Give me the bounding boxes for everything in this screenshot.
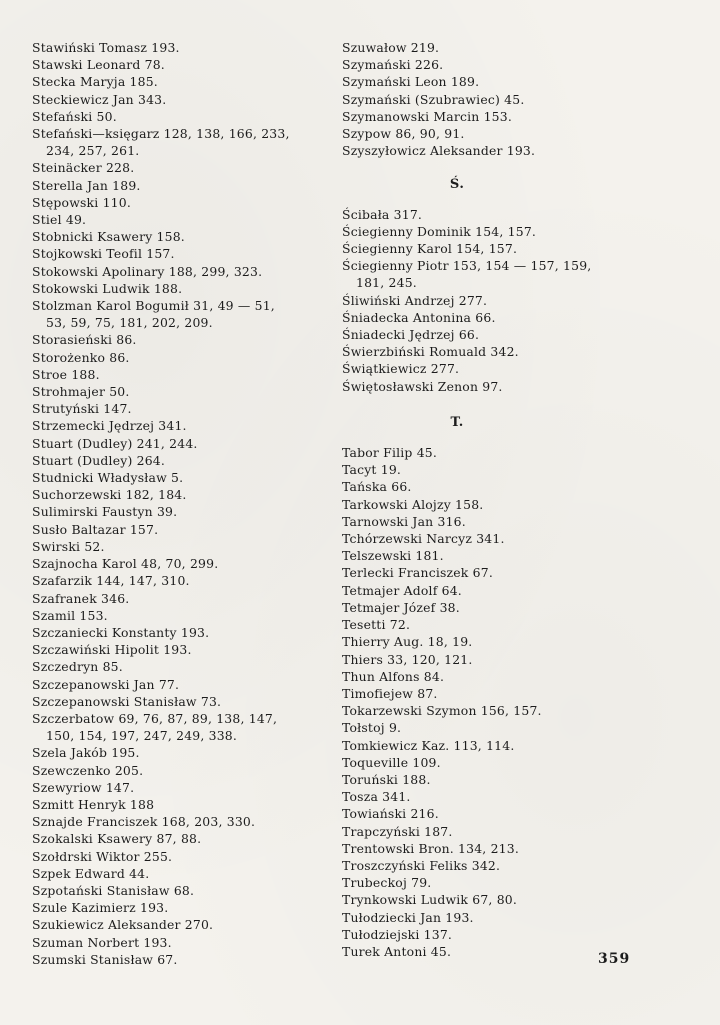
index-entry-text: Swirski 52. (32, 538, 105, 554)
index-entry (342, 530, 642, 547)
index-entry-text: Tetmajer Józef 38. (342, 599, 460, 615)
index-entry-text: Stępowski 110. (32, 194, 131, 210)
index-entry (342, 668, 642, 685)
index-entry (32, 624, 332, 641)
index-entry (32, 762, 332, 779)
index-entry-text: Ścibała 317. (342, 206, 423, 222)
index-entry-text: Szamil 153. (32, 607, 108, 623)
index-entry-text: Szafranek 346. (32, 590, 130, 606)
index-entry (32, 366, 332, 383)
index-entry (342, 125, 642, 142)
index-entry (342, 91, 642, 108)
index-column-right (342, 39, 642, 960)
index-entry (342, 737, 642, 754)
index-entry (342, 582, 642, 599)
index-entry (32, 486, 332, 503)
index-entry (32, 779, 332, 796)
index-entry (32, 744, 332, 761)
index-entry-text: Stobnicki Ksawery 158. (32, 229, 185, 245)
index-entry-text: Studnicki Władysław 5. (32, 470, 184, 486)
index-entry (342, 805, 642, 822)
index-entry (32, 830, 332, 847)
index-entry (342, 891, 642, 908)
index-entry (32, 177, 332, 194)
index-entry-text: Szymanowski Marcin 153. (342, 108, 512, 124)
index-entry-text: Szczepanowski Stanisław 73. (32, 693, 222, 709)
index-entry-text: Szafarzik 144, 147, 310. (32, 573, 190, 589)
index-entry (32, 194, 332, 211)
index-entry (32, 572, 332, 589)
index-entry-text: Trubeckoj 79. (342, 875, 432, 891)
index-entry-text: Stojkowski Teofil 157. (32, 246, 175, 262)
index-entry-text: Śliwiński Andrzej 277. (342, 292, 488, 308)
index-entry (342, 478, 642, 495)
index-entry-text: Ściegienny Dominik 154, 157. (342, 223, 537, 239)
index-entry (32, 383, 332, 400)
index-entry-text: Tesetti 72. (342, 617, 411, 633)
index-entry-text: Tołstoj 9. (342, 720, 402, 736)
index-entry (32, 607, 332, 624)
index-entry-text: Trentowski Bron. 134, 213. (342, 840, 519, 856)
index-entry-text: Stefański—księgarz 128, 138, 166, 233, (32, 126, 290, 142)
index-entry-text: Stuart (Dudley) 264. (32, 452, 166, 468)
index-entry (32, 125, 332, 159)
index-entry-text: Szuwałow 219. (342, 40, 440, 55)
index-entry-text: Suchorzewski 182, 184. (32, 487, 187, 503)
index-entry (342, 926, 642, 943)
index-entry-text: Toqueville 109. (342, 754, 441, 770)
index-entry-text: Storasieński 86. (32, 332, 137, 348)
index-entry-text: Śniadecka Antonina 66. (342, 309, 496, 325)
index-entry-text: Tetmajer Adolf 64. (342, 582, 462, 598)
index-entry (32, 469, 332, 486)
index-entry (32, 555, 332, 572)
index-entry (342, 564, 642, 581)
index-entry-text: Ściegienny Piotr 153, 154 — 157, 159, (342, 258, 592, 274)
index-entry-text: Stawiński Tomasz 193. (32, 40, 180, 55)
index-entry (32, 658, 332, 675)
index-entry-text: Szule Kazimierz 193. (32, 900, 169, 916)
index-entry (32, 882, 332, 899)
index-entry (342, 771, 642, 788)
index-entry-text: Tomkiewicz Kaz. 113, 114. (342, 737, 515, 753)
index-entry (32, 349, 332, 366)
index-entry-text: Stokowski Ludwik 188. (32, 280, 183, 296)
index-entry (32, 91, 332, 108)
index-entry (342, 840, 642, 857)
index-entry (32, 263, 332, 280)
index-entry (32, 280, 332, 297)
index-entry-text: Szewczenko 205. (32, 762, 144, 778)
index-entry (32, 417, 332, 434)
index-entry-text: Strutyński 147. (32, 401, 132, 417)
index-entry (342, 360, 642, 377)
index-entry (32, 452, 332, 469)
index-entry-text: Sterella Jan 189. (32, 177, 141, 193)
index-entry (342, 108, 642, 125)
index-entry (32, 245, 332, 262)
index-entry-text: Stecka Maryja 185. (32, 74, 158, 90)
index-entry-text: Tarnowski Jan 316. (342, 513, 466, 529)
index-entry-text: Trapczyński 187. (342, 823, 453, 839)
index-entry-text: Szczedryn 85. (32, 659, 123, 675)
index-entry (342, 909, 642, 926)
index-entry-text: Szczawiński Hipolit 193. (32, 642, 192, 658)
index-entry-text: Stefański 50. (32, 108, 117, 124)
index-entry-text: Tarkowski Alojzy 158. (342, 496, 484, 512)
index-entry-text: Thierry Aug. 18, 19. (342, 634, 473, 650)
index-entry-text: Tabor Filip 45. (342, 445, 438, 461)
index-entry-text: Szuman Norbert 193. (32, 934, 172, 950)
index-entry-text: Thiers 33, 120, 121. (342, 651, 473, 667)
index-entry-text: Susło Baltazar 157. (32, 521, 159, 537)
index-entry (32, 108, 332, 125)
index-entry-text: Towiański 216. (342, 806, 439, 822)
index-entry-text: Turek Antoni 45. (342, 943, 452, 959)
index-entry (32, 796, 332, 813)
index-entry-text: Szajnocha Karol 48, 70, 299. (32, 556, 219, 572)
index-entry (342, 599, 642, 616)
index-entry (342, 257, 642, 291)
index-entry (32, 676, 332, 693)
index-entry (342, 874, 642, 891)
index-entry (32, 159, 332, 176)
index-entry (342, 56, 642, 73)
index-entry-text: Szyszyłowicz Aleksander 193. (342, 143, 536, 159)
index-entry-text: Steinäcker 228. (32, 160, 135, 176)
index-entry (342, 616, 642, 633)
index-entry (32, 848, 332, 865)
index-entry-text: Tułodziecki Jan 193. (342, 909, 474, 925)
index-entry (32, 710, 332, 744)
index-entry-text: Szczepanowski Jan 77. (32, 676, 180, 692)
index-entry (342, 326, 642, 343)
index-entry-text: Tchórzewski Narcyz 341. (342, 531, 505, 547)
index-entry-text: Szumski Stanisław 67. (32, 951, 178, 967)
index-entry (342, 444, 642, 461)
index-entry (32, 400, 332, 417)
page-number: 359 (598, 951, 631, 967)
index-entry-text: Stokowski Apolinary 188, 299, 323. (32, 263, 263, 279)
index-column-left (32, 39, 332, 968)
index-entry (342, 513, 642, 530)
index-entry (342, 719, 642, 736)
section-heading-s: Ś. (449, 177, 465, 193)
index-entry-text: Steckiewicz Jan 343. (32, 91, 167, 107)
index-entry-text: Szczerbatow 69, 76, 87, 89, 138, 147, (32, 710, 278, 726)
index-entry (342, 142, 642, 159)
index-entry (32, 538, 332, 555)
index-entry-text: Strohmajer 50. (32, 384, 130, 400)
index-entry-text: Szewyriow 147. (32, 779, 135, 795)
index-entry-text: Tułodziejski 137. (342, 926, 453, 942)
index-entry-text: Szpotański Stanisław 68. (32, 882, 195, 898)
index-entry-text: Szmitt Henryk 188 (32, 796, 155, 812)
index-entry-text: Tosza 341. (342, 789, 411, 805)
section-heading-t: T. (450, 414, 464, 430)
index-entry-text: Szołdrski Wiktor 255. (32, 848, 173, 864)
index-entry (32, 435, 332, 452)
index-entry (32, 73, 332, 90)
index-entry (342, 378, 642, 395)
index-entry-text: Szymański Leon 189. (342, 74, 480, 90)
index-entry-text: Śniadecki Jędrzej 66. (342, 327, 480, 343)
index-entry (32, 916, 332, 933)
index-entry (32, 934, 332, 951)
index-entry (32, 951, 332, 968)
index-entry (342, 206, 642, 223)
index-entry-text: Strzemecki Jędrzej 341. (32, 418, 187, 434)
index-entry-text: Thun Alfons 84. (342, 668, 445, 684)
index-entry-continuation: 150, 154, 197, 247, 249, 338. (46, 728, 238, 744)
index-entry (342, 496, 642, 513)
index-entry-text: Ściegienny Karol 154, 157. (342, 241, 518, 257)
index-entry (32, 590, 332, 607)
index-entry-text: Świerzbiński Romuald 342. (342, 344, 519, 360)
index-entry-continuation: 53, 59, 75, 181, 202, 209. (46, 315, 213, 331)
index-entry-continuation: 181, 245. (356, 275, 417, 291)
index-entry-text: Troszczyński Feliks 342. (342, 857, 501, 873)
index-entry-text: Stuart (Dudley) 241, 244. (32, 435, 198, 451)
index-entry (32, 813, 332, 830)
index-entry-text: Sznajde Franciszek 168, 203, 330. (32, 814, 256, 830)
index-entry (342, 343, 642, 360)
index-entry (32, 56, 332, 73)
index-entry-text: Telszewski 181. (342, 548, 444, 564)
index-entry-text: Tacyt 19. (342, 462, 402, 478)
index-entry (342, 547, 642, 564)
index-entry (342, 857, 642, 874)
index-entry-text: Trynkowski Ludwik 67, 80. (342, 892, 518, 908)
index-entry (32, 899, 332, 916)
index-entry-text: Sulimirski Faustyn 39. (32, 504, 178, 520)
index-entry-text: Tańska 66. (342, 479, 412, 495)
index-entry-text: Szymański 226. (342, 57, 444, 73)
index-entry (342, 461, 642, 478)
index-entry-text: Szela Jakób 195. (32, 745, 140, 761)
index-entry (342, 633, 642, 650)
index-entry-text: Storożenko 86. (32, 349, 130, 365)
index-entry (342, 223, 642, 240)
index-entry-text: Stroe 188. (32, 366, 100, 382)
index-entry (342, 754, 642, 771)
index-entry (32, 297, 332, 331)
index-entry (32, 693, 332, 710)
index-entry-continuation: 234, 257, 261. (46, 143, 140, 159)
index-entry (342, 309, 642, 326)
index-entry-text: Szymański (Szubrawiec) 45. (342, 91, 525, 107)
index-entry-text: Terlecki Franciszek 67. (342, 565, 493, 581)
index-entry-text: Toruński 188. (342, 771, 431, 787)
index-entry (32, 211, 332, 228)
index-entry (342, 685, 642, 702)
index-entry-text: Tokarzewski Szymon 156, 157. (342, 703, 542, 719)
index-entry-text: Szokalski Ksawery 87, 88. (32, 831, 202, 847)
index-entry (32, 865, 332, 882)
index-group-sz (342, 39, 642, 159)
index-entry-text: Szypow 86, 90, 91. (342, 126, 465, 142)
index-entry-text: Świątkiewicz 277. (342, 361, 460, 377)
index-entry (342, 943, 642, 960)
index-entry-text: Stawski Leonard 78. (32, 57, 165, 73)
index-entry-text: Stolzman Karol Bogumił 31, 49 — 51, (32, 298, 275, 314)
index-entry (32, 641, 332, 658)
index-entry (342, 702, 642, 719)
index-entry-text: Timofiejew 87. (342, 685, 438, 701)
index-group-t (342, 444, 642, 960)
index-entry (342, 823, 642, 840)
index-entry-text: Szczaniecki Konstanty 193. (32, 624, 210, 640)
index-entry (342, 73, 642, 90)
index-entry-text: Szpek Edward 44. (32, 865, 150, 881)
index-entry (32, 503, 332, 520)
index-entry (32, 228, 332, 245)
index-entry (342, 788, 642, 805)
index-entry (342, 240, 642, 257)
index-entry-text: Świętosławski Zenon 97. (342, 378, 503, 394)
index-entry (342, 292, 642, 309)
index-entry (32, 39, 332, 56)
index-group-s-acute (342, 206, 642, 395)
index-entry-text: Stiel 49. (32, 212, 87, 228)
index-entry (342, 651, 642, 668)
index-entry (32, 331, 332, 348)
index-entry (32, 521, 332, 538)
index-entry-text: Szukiewicz Aleksander 270. (32, 917, 214, 933)
index-entry (342, 39, 642, 56)
